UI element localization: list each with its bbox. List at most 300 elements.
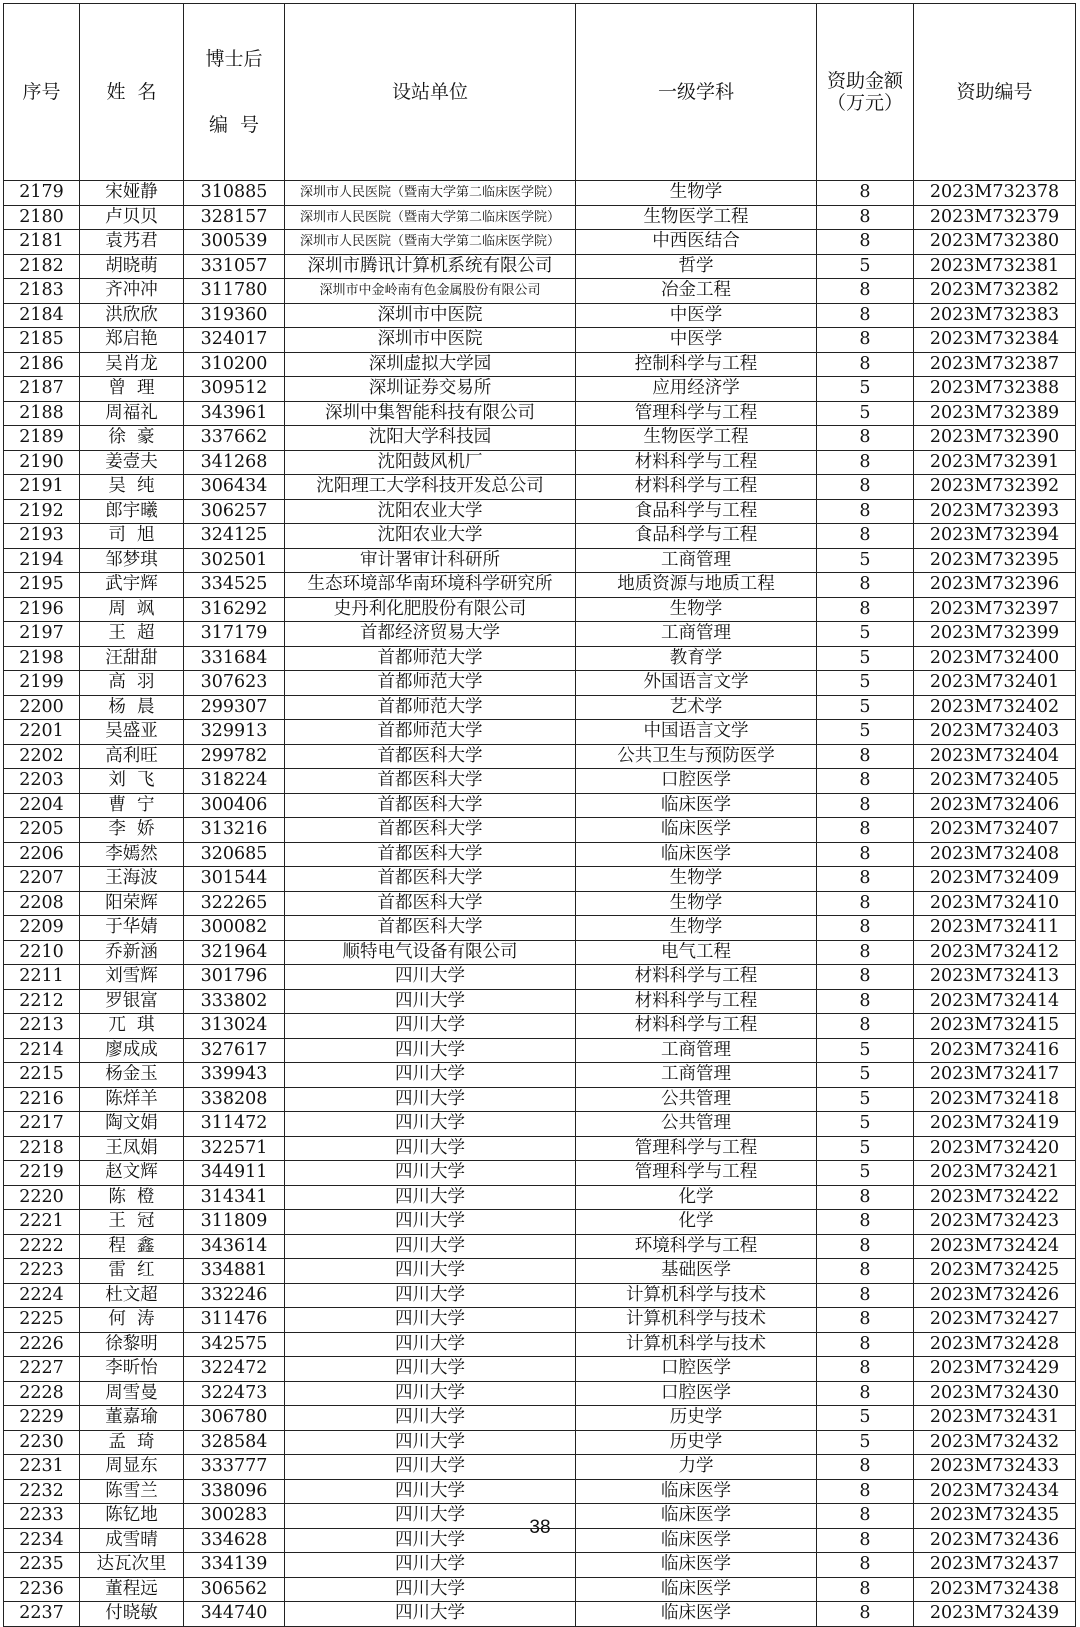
cell-name: 齐冲冲 <box>80 279 184 304</box>
cell-grant-no: 2023M732431 <box>914 1406 1076 1431</box>
cell-postdoc-id: 334139 <box>184 1553 285 1578</box>
cell-seq: 2229 <box>4 1406 80 1431</box>
table-row <box>4 1332 1076 1357</box>
cell-unit: 四川大学 <box>285 1087 576 1112</box>
cell-unit: 四川大学 <box>285 1161 576 1186</box>
cell-postdoc-id: 337662 <box>184 426 285 451</box>
cell-seq: 2218 <box>4 1136 80 1161</box>
cell-discipline: 工商管理 <box>576 1063 817 1088</box>
cell-grant-no: 2023M732383 <box>914 303 1076 328</box>
table-row <box>4 1430 1076 1455</box>
cell-discipline: 管理科学与工程 <box>576 1136 817 1161</box>
cell-unit: 深圳市中金岭南有色金属股份有限公司 <box>285 279 576 304</box>
cell-name: 阳荣辉 <box>80 891 184 916</box>
cell-grant-no: 2023M732417 <box>914 1063 1076 1088</box>
cell-grant-no: 2023M732435 <box>914 1504 1076 1529</box>
cell-name: 于华婧 <box>80 916 184 941</box>
cell-postdoc-id: 316292 <box>184 597 285 622</box>
cell-amount: 5 <box>817 1136 914 1161</box>
cell-seq: 2224 <box>4 1283 80 1308</box>
cell-postdoc-id: 313216 <box>184 818 285 843</box>
cell-grant-no: 2023M732424 <box>914 1234 1076 1259</box>
cell-grant-no: 2023M732429 <box>914 1357 1076 1382</box>
cell-postdoc-id: 331057 <box>184 254 285 279</box>
cell-postdoc-id: 344740 <box>184 1602 285 1627</box>
cell-grant-no: 2023M732418 <box>914 1087 1076 1112</box>
cell-grant-no: 2023M732437 <box>914 1553 1076 1578</box>
cell-unit: 四川大学 <box>285 1332 576 1357</box>
table-row <box>4 1283 1076 1308</box>
cell-amount: 8 <box>817 475 914 500</box>
table-row <box>4 475 1076 500</box>
cell-seq: 2194 <box>4 548 80 573</box>
table-row <box>4 622 1076 647</box>
cell-postdoc-id: 309512 <box>184 377 285 402</box>
cell-discipline: 公共管理 <box>576 1112 817 1137</box>
cell-amount: 8 <box>817 769 914 794</box>
cell-grant-no: 2023M732384 <box>914 328 1076 353</box>
cell-discipline: 控制科学与工程 <box>576 352 817 377</box>
cell-grant-no: 2023M732415 <box>914 1014 1076 1039</box>
cell-postdoc-id: 324017 <box>184 328 285 353</box>
table-row <box>4 254 1076 279</box>
table-row <box>4 989 1076 1014</box>
cell-discipline: 化学 <box>576 1210 817 1235</box>
cell-grant-no: 2023M732395 <box>914 548 1076 573</box>
table-row <box>4 842 1076 867</box>
table-row <box>4 1210 1076 1235</box>
table-row <box>4 1455 1076 1480</box>
header-amount-line1: 资助金额 <box>826 70 903 92</box>
header-row <box>4 4 1076 181</box>
cell-grant-no: 2023M732407 <box>914 818 1076 843</box>
cell-seq: 2209 <box>4 916 80 941</box>
cell-amount: 8 <box>817 1479 914 1504</box>
table-row <box>4 646 1076 671</box>
cell-seq: 2230 <box>4 1430 80 1455</box>
cell-postdoc-id: 333777 <box>184 1455 285 1480</box>
table-row <box>4 671 1076 696</box>
cell-amount: 8 <box>817 1577 914 1602</box>
cell-unit: 深圳证券交易所 <box>285 377 576 402</box>
cell-amount: 8 <box>817 916 914 941</box>
cell-seq: 2192 <box>4 499 80 524</box>
funding-list-sheet <box>3 3 1075 1627</box>
cell-seq: 2181 <box>4 230 80 255</box>
cell-discipline: 化学 <box>576 1185 817 1210</box>
cell-seq: 2223 <box>4 1259 80 1284</box>
cell-discipline: 管理科学与工程 <box>576 1161 817 1186</box>
cell-postdoc-id: 299782 <box>184 744 285 769</box>
cell-discipline: 历史学 <box>576 1406 817 1431</box>
cell-unit: 四川大学 <box>285 1038 576 1063</box>
cell-amount: 8 <box>817 965 914 990</box>
cell-amount: 5 <box>817 695 914 720</box>
cell-unit: 首都医科大学 <box>285 818 576 843</box>
cell-amount: 8 <box>817 1602 914 1627</box>
cell-postdoc-id: 310200 <box>184 352 285 377</box>
cell-postdoc-id: 314341 <box>184 1185 285 1210</box>
cell-name: 王海波 <box>80 867 184 892</box>
cell-name: 陈烊羊 <box>80 1087 184 1112</box>
cell-amount: 8 <box>817 744 914 769</box>
table-row <box>4 548 1076 573</box>
cell-discipline: 教育学 <box>576 646 817 671</box>
cell-postdoc-id: 344911 <box>184 1161 285 1186</box>
cell-discipline: 公共管理 <box>576 1087 817 1112</box>
cell-postdoc-id: 324125 <box>184 524 285 549</box>
cell-seq: 2225 <box>4 1308 80 1333</box>
cell-discipline: 材料科学与工程 <box>576 475 817 500</box>
cell-grant-no: 2023M732388 <box>914 377 1076 402</box>
table-row <box>4 597 1076 622</box>
cell-grant-no: 2023M732403 <box>914 720 1076 745</box>
cell-postdoc-id: 311476 <box>184 1308 285 1333</box>
cell-unit: 四川大学 <box>285 1014 576 1039</box>
cell-amount: 5 <box>817 1406 914 1431</box>
cell-unit: 四川大学 <box>285 1430 576 1455</box>
cell-postdoc-id: 320685 <box>184 842 285 867</box>
table-row <box>4 230 1076 255</box>
cell-name: 周福礼 <box>80 401 184 426</box>
cell-amount: 8 <box>817 573 914 598</box>
cell-grant-no: 2023M732406 <box>914 793 1076 818</box>
table-body <box>4 181 1076 1627</box>
cell-amount: 8 <box>817 793 914 818</box>
cell-unit: 首都师范大学 <box>285 646 576 671</box>
cell-discipline: 工商管理 <box>576 622 817 647</box>
cell-discipline: 历史学 <box>576 1430 817 1455</box>
cell-seq: 2221 <box>4 1210 80 1235</box>
cell-amount: 8 <box>817 1259 914 1284</box>
cell-amount: 8 <box>817 1283 914 1308</box>
cell-seq: 2187 <box>4 377 80 402</box>
cell-seq: 2217 <box>4 1112 80 1137</box>
cell-seq: 2222 <box>4 1234 80 1259</box>
cell-grant-no: 2023M732427 <box>914 1308 1076 1333</box>
table-row <box>4 524 1076 549</box>
cell-seq: 2235 <box>4 1553 80 1578</box>
cell-name: 陈雪兰 <box>80 1479 184 1504</box>
cell-amount: 8 <box>817 1528 914 1553</box>
table-row <box>4 867 1076 892</box>
cell-name: 王 超 <box>80 622 184 647</box>
cell-seq: 2237 <box>4 1602 80 1627</box>
cell-grant-no: 2023M732422 <box>914 1185 1076 1210</box>
cell-grant-no: 2023M732426 <box>914 1283 1076 1308</box>
cell-name: 杨 晨 <box>80 695 184 720</box>
cell-seq: 2185 <box>4 328 80 353</box>
cell-discipline: 临床医学 <box>576 1504 817 1529</box>
cell-postdoc-id: 311472 <box>184 1112 285 1137</box>
cell-name: 罗银富 <box>80 989 184 1014</box>
cell-seq: 2206 <box>4 842 80 867</box>
cell-amount: 8 <box>817 1234 914 1259</box>
cell-discipline: 食品科学与工程 <box>576 524 817 549</box>
cell-seq: 2199 <box>4 671 80 696</box>
table-row <box>4 450 1076 475</box>
cell-unit: 四川大学 <box>285 1528 576 1553</box>
cell-seq: 2189 <box>4 426 80 451</box>
cell-unit: 首都医科大学 <box>285 769 576 794</box>
cell-discipline: 力学 <box>576 1455 817 1480</box>
cell-name: 陈钇地 <box>80 1504 184 1529</box>
cell-grant-no: 2023M732409 <box>914 867 1076 892</box>
cell-seq: 2207 <box>4 867 80 892</box>
cell-postdoc-id: 322571 <box>184 1136 285 1161</box>
cell-discipline: 临床医学 <box>576 1528 817 1553</box>
cell-amount: 8 <box>817 1332 914 1357</box>
cell-discipline: 生物学 <box>576 867 817 892</box>
cell-postdoc-id: 319360 <box>184 303 285 328</box>
cell-amount: 8 <box>817 597 914 622</box>
cell-discipline: 艺术学 <box>576 695 817 720</box>
cell-name: 吴肖龙 <box>80 352 184 377</box>
cell-unit: 沈阳农业大学 <box>285 524 576 549</box>
cell-amount: 5 <box>817 1161 914 1186</box>
cell-postdoc-id: 311809 <box>184 1210 285 1235</box>
cell-name: 程 鑫 <box>80 1234 184 1259</box>
cell-seq: 2193 <box>4 524 80 549</box>
cell-grant-no: 2023M732391 <box>914 450 1076 475</box>
cell-postdoc-id: 333802 <box>184 989 285 1014</box>
table-row <box>4 818 1076 843</box>
cell-discipline: 环境科学与工程 <box>576 1234 817 1259</box>
cell-name: 徐 豪 <box>80 426 184 451</box>
cell-discipline: 计算机科学与技术 <box>576 1283 817 1308</box>
header-postdoc-id-line2: 编 号 <box>208 114 260 136</box>
cell-grant-no: 2023M732405 <box>914 769 1076 794</box>
cell-grant-no: 2023M732425 <box>914 1259 1076 1284</box>
cell-unit: 四川大学 <box>285 1577 576 1602</box>
cell-postdoc-id: 306780 <box>184 1406 285 1431</box>
cell-unit: 四川大学 <box>285 1455 576 1480</box>
cell-name: 兀 琪 <box>80 1014 184 1039</box>
cell-discipline: 口腔医学 <box>576 1381 817 1406</box>
cell-amount: 8 <box>817 1308 914 1333</box>
cell-unit: 审计署审计科研所 <box>285 548 576 573</box>
table-row <box>4 1087 1076 1112</box>
cell-discipline: 地质资源与地质工程 <box>576 573 817 598</box>
funding-table <box>3 3 1076 1627</box>
cell-postdoc-id: 338208 <box>184 1087 285 1112</box>
cell-name: 卢贝贝 <box>80 205 184 230</box>
table-row <box>4 1112 1076 1137</box>
cell-postdoc-id: 327617 <box>184 1038 285 1063</box>
cell-amount: 5 <box>817 720 914 745</box>
cell-unit: 深圳中集智能科技有限公司 <box>285 401 576 426</box>
cell-seq: 2184 <box>4 303 80 328</box>
cell-amount: 5 <box>817 401 914 426</box>
cell-amount: 5 <box>817 548 914 573</box>
cell-seq: 2198 <box>4 646 80 671</box>
cell-unit: 四川大学 <box>285 1283 576 1308</box>
cell-amount: 8 <box>817 1014 914 1039</box>
table-row <box>4 1234 1076 1259</box>
cell-grant-no: 2023M732394 <box>914 524 1076 549</box>
cell-name: 曾 理 <box>80 377 184 402</box>
cell-postdoc-id: 310885 <box>184 181 285 206</box>
cell-postdoc-id: 302501 <box>184 548 285 573</box>
cell-postdoc-id: 311780 <box>184 279 285 304</box>
cell-postdoc-id: 334628 <box>184 1528 285 1553</box>
cell-discipline: 基础医学 <box>576 1259 817 1284</box>
cell-postdoc-id: 322473 <box>184 1381 285 1406</box>
cell-name: 武宇辉 <box>80 573 184 598</box>
cell-postdoc-id: 306434 <box>184 475 285 500</box>
cell-seq: 2226 <box>4 1332 80 1357</box>
cell-unit: 深圳市人民医院（暨南大学第二临床医学院） <box>285 230 576 255</box>
cell-unit: 四川大学 <box>285 1381 576 1406</box>
cell-discipline: 临床医学 <box>576 818 817 843</box>
cell-seq: 2186 <box>4 352 80 377</box>
table-row <box>4 1161 1076 1186</box>
cell-postdoc-id: 306562 <box>184 1577 285 1602</box>
cell-discipline: 材料科学与工程 <box>576 1014 817 1039</box>
cell-unit: 首都医科大学 <box>285 744 576 769</box>
cell-unit: 首都经济贸易大学 <box>285 622 576 647</box>
table-row <box>4 1308 1076 1333</box>
cell-amount: 5 <box>817 1087 914 1112</box>
cell-seq: 2236 <box>4 1577 80 1602</box>
cell-amount: 8 <box>817 818 914 843</box>
cell-amount: 8 <box>817 524 914 549</box>
table-row <box>4 181 1076 206</box>
header-discipline: 一级学科 <box>576 4 817 181</box>
cell-grant-no: 2023M732423 <box>914 1210 1076 1235</box>
cell-seq: 2179 <box>4 181 80 206</box>
cell-unit: 四川大学 <box>285 989 576 1014</box>
cell-unit: 深圳虚拟大学园 <box>285 352 576 377</box>
cell-seq: 2208 <box>4 891 80 916</box>
cell-amount: 8 <box>817 867 914 892</box>
cell-seq: 2200 <box>4 695 80 720</box>
cell-name: 刘雪辉 <box>80 965 184 990</box>
cell-amount: 8 <box>817 303 914 328</box>
cell-seq: 2195 <box>4 573 80 598</box>
cell-grant-no: 2023M732382 <box>914 279 1076 304</box>
cell-seq: 2211 <box>4 965 80 990</box>
table-row <box>4 499 1076 524</box>
cell-discipline: 材料科学与工程 <box>576 965 817 990</box>
cell-unit: 四川大学 <box>285 1063 576 1088</box>
table-row <box>4 377 1076 402</box>
cell-unit: 深圳市人民医院（暨南大学第二临床医学院） <box>285 205 576 230</box>
cell-discipline: 食品科学与工程 <box>576 499 817 524</box>
cell-unit: 深圳市人民医院（暨南大学第二临床医学院） <box>285 181 576 206</box>
cell-seq: 2214 <box>4 1038 80 1063</box>
cell-name: 高利旺 <box>80 744 184 769</box>
cell-seq: 2219 <box>4 1161 80 1186</box>
cell-unit: 四川大学 <box>285 1234 576 1259</box>
cell-seq: 2196 <box>4 597 80 622</box>
cell-amount: 8 <box>817 279 914 304</box>
cell-discipline: 中医学 <box>576 328 817 353</box>
cell-seq: 2205 <box>4 818 80 843</box>
cell-seq: 2210 <box>4 940 80 965</box>
table-row <box>4 401 1076 426</box>
cell-amount: 8 <box>817 891 914 916</box>
cell-amount: 5 <box>817 671 914 696</box>
table-row <box>4 1479 1076 1504</box>
cell-name: 王 冠 <box>80 1210 184 1235</box>
cell-unit: 首都医科大学 <box>285 891 576 916</box>
cell-seq: 2228 <box>4 1381 80 1406</box>
cell-amount: 5 <box>817 1112 914 1137</box>
cell-postdoc-id: 329913 <box>184 720 285 745</box>
cell-amount: 8 <box>817 1357 914 1382</box>
cell-name: 袁艿君 <box>80 230 184 255</box>
cell-name: 廖成成 <box>80 1038 184 1063</box>
cell-grant-no: 2023M732392 <box>914 475 1076 500</box>
cell-unit: 四川大学 <box>285 1406 576 1431</box>
cell-discipline: 应用经济学 <box>576 377 817 402</box>
cell-name: 杨金玉 <box>80 1063 184 1088</box>
table-row <box>4 1357 1076 1382</box>
table-row <box>4 573 1076 598</box>
cell-amount: 8 <box>817 842 914 867</box>
cell-grant-no: 2023M732421 <box>914 1161 1076 1186</box>
cell-amount: 8 <box>817 989 914 1014</box>
cell-seq: 2233 <box>4 1504 80 1529</box>
cell-unit: 沈阳理工大学科技开发总公司 <box>285 475 576 500</box>
table-row <box>4 1381 1076 1406</box>
cell-name: 乔新涵 <box>80 940 184 965</box>
header-postdoc-id-line1: 博士后 <box>205 48 263 70</box>
header-amount <box>817 4 914 181</box>
cell-postdoc-id: 339943 <box>184 1063 285 1088</box>
header-unit: 设站单位 <box>285 4 576 181</box>
cell-amount: 8 <box>817 1455 914 1480</box>
cell-discipline: 工商管理 <box>576 548 817 573</box>
cell-postdoc-id: 343961 <box>184 401 285 426</box>
header-amount-line2: （万元） <box>826 92 903 114</box>
cell-discipline: 冶金工程 <box>576 279 817 304</box>
cell-name: 郎宇曦 <box>80 499 184 524</box>
cell-seq: 2183 <box>4 279 80 304</box>
cell-unit: 首都医科大学 <box>285 793 576 818</box>
cell-discipline: 材料科学与工程 <box>576 450 817 475</box>
cell-discipline: 生物医学工程 <box>576 426 817 451</box>
cell-amount: 8 <box>817 1210 914 1235</box>
cell-unit: 沈阳农业大学 <box>285 499 576 524</box>
table-row <box>4 1577 1076 1602</box>
cell-unit: 四川大学 <box>285 1308 576 1333</box>
cell-grant-no: 2023M732412 <box>914 940 1076 965</box>
table-row <box>4 695 1076 720</box>
cell-postdoc-id: 301544 <box>184 867 285 892</box>
cell-amount: 8 <box>817 1504 914 1529</box>
cell-unit: 四川大学 <box>285 1136 576 1161</box>
cell-unit: 生态环境部华南环境科学研究所 <box>285 573 576 598</box>
cell-discipline: 计算机科学与技术 <box>576 1332 817 1357</box>
cell-name: 周 飒 <box>80 597 184 622</box>
table-row <box>4 1136 1076 1161</box>
cell-amount: 8 <box>817 1553 914 1578</box>
cell-grant-no: 2023M732393 <box>914 499 1076 524</box>
cell-unit: 首都师范大学 <box>285 695 576 720</box>
cell-name: 陈 橙 <box>80 1185 184 1210</box>
cell-postdoc-id: 299307 <box>184 695 285 720</box>
cell-name: 高 羽 <box>80 671 184 696</box>
cell-discipline: 生物医学工程 <box>576 205 817 230</box>
table-row <box>4 793 1076 818</box>
cell-postdoc-id: 338096 <box>184 1479 285 1504</box>
cell-unit: 首都师范大学 <box>285 671 576 696</box>
cell-postdoc-id: 331684 <box>184 646 285 671</box>
cell-name: 郑启艳 <box>80 328 184 353</box>
cell-unit: 四川大学 <box>285 1210 576 1235</box>
